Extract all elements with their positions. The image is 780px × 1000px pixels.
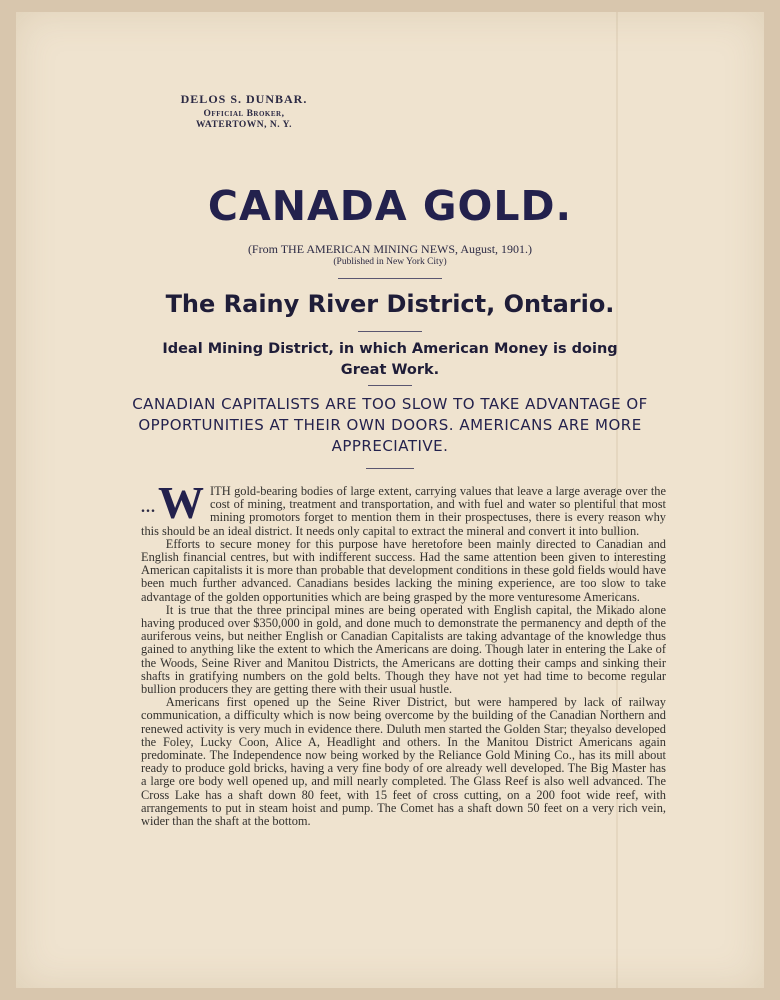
divider-rule [358,331,422,332]
article-paragraph: Americans first opened up the Seine River District, but were hampered by lack of railway communication, a difficulty which is now being overcome by the building of the Canadian Northern and renewed activity is very much in evidence there. Duluth men started the Golden Star; theyalso developed the Foley, Lucky Coon, Alice A, Headlight and others. In the Manitou District Americans again predominate. The Independence now being worked by the Reliance Gold Mining Co., has its mill about ready to produce gold bricks, having a very fine body of ore already well developed. The Big Master has a large ore body well opened up, and mill nearly completed. The Glass Reef is also well advanced. The Cross Lake has a shaft down 80 feet, with 15 feet of cross cutting, on a 200 foot wide reef, with arrangements to put in steam hoist and pump. The Comet has a shaft down 50 feet on a very rich vein, wider than the shaft at the bottom. [141,695,666,829]
broker-city: WATERTOWN, N. Y. [195,120,293,130]
caps-heading: CANADIAN CAPITALISTS ARE TOO SLOW TO TAKE ADVANTAGE OF OPPORTUNITIES AT THEIR OWN DOORS. AMERICANS ARE MORE APPRECIATIVE. [132,395,648,455]
source-published: (Published in New York City) [333,257,447,267]
article-paragraph [141,477,666,538]
drop-cap-block [141,477,204,528]
broker-name: DELOS S. DUNBAR. [180,92,308,106]
paragraph-text: ITH gold-bearing bodies of large extent, carrying values that leave a large average over the cost of mining, treatment and transportation, and with fuel and water so plentiful that most mining promotors forget to mention them in their prospectuses, there is every reason why this should be an ideal district. It needs only capital to extract the mineral and convert it into bullion. [141,484,666,538]
source-citation [16,242,764,267]
broker-title: Official Broker, [203,109,285,119]
drop-cap: W [158,477,204,528]
lead-dots: ... [141,499,156,516]
source-line: (From THE AMERICAN MINING NEWS, August, 1901.) [247,242,533,256]
document-page [16,12,764,988]
subtitle: Ideal Mining District, in which American Money is doing Great Work. [162,341,618,378]
district-title: The Rainy River District, Ontario. [165,290,615,318]
divider-rule [338,278,442,279]
divider-rule [368,385,412,386]
article-paragraph: Efforts to secure money for this purpose have heretofore been mainly directed to Canadian and English financial centres, but with indifferent success. Had the same attention been given to interesting American capitalists it is more than probable that development conditions in these gold fields would have been much further advanced. Canadians besides lacking the mining experience, are too slow to take advantage of the golden opportunities which are being grasped by the more venturesome Americans. [141,536,666,604]
article-body [141,477,666,829]
page-title: CANADA GOLD. [207,182,573,230]
broker-letterhead [154,92,334,130]
article-paragraph: It is true that the three principal mines are being operated with English capital, the Mikado alone having produced over $350,000 in gold, and done much to demonstrate the permanency and depth of the auriferous veins, but neither English or Canadian Capitalists are taking advantage of the knowledge thus gained to anything like the extent to which the Americans are doing. Though later in entering the Lake of the Woods, Seine River and Manitou Districts, the Americans are dotting their camps and sinking their shafts in gratifying numbers on the gold belts. Though they have not yet had time to become regular bullion producers they are getting there with their usual hustle. [141,602,666,697]
divider-rule [366,468,414,469]
